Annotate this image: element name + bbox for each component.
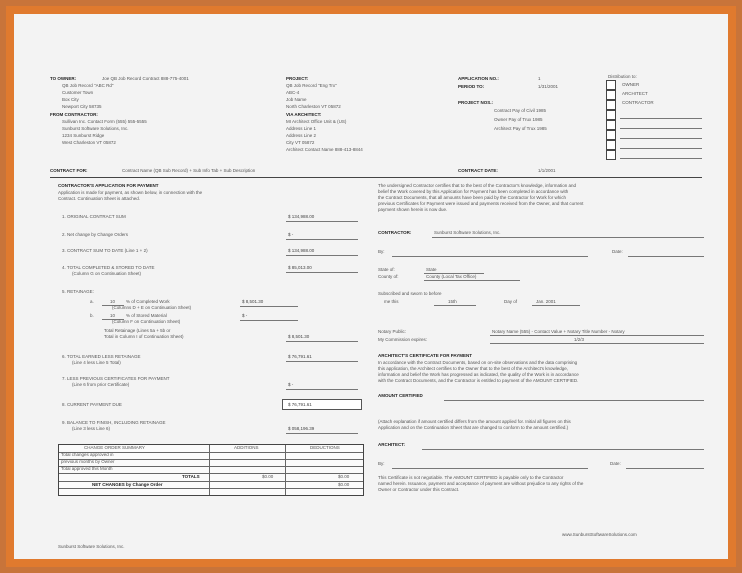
retainage-a: a. [90, 299, 94, 304]
retainage-a-pct: 10 [110, 299, 116, 304]
project-nos-label: PROJECT NOS.: [458, 100, 494, 105]
me-day-value: 15th [448, 299, 457, 304]
line-6-underline [286, 361, 358, 362]
county-value: County (Local Tax Office) [426, 274, 477, 279]
retainage-b-text: % of Stored Material [126, 313, 167, 318]
distribution-checkbox-6[interactable] [606, 130, 616, 140]
co-row-3: Total approved this Month [61, 466, 113, 471]
notary-value: Notary Name (555) - Contact Value + Notary Title Number - Notary [492, 329, 625, 334]
project-label: PROJECT: [286, 76, 309, 81]
application-title: CONTRACTOR'S APPLICATION FOR PAYMENT [58, 183, 159, 188]
architect-cert-text-4: with the Contract Documents, and the Contractor is entitled to payment of the AMOUNT CERTIFIED. [378, 378, 579, 383]
commission-value: 1/2/3 [574, 337, 585, 342]
line-6-label: 6. TOTAL EARNED LESS RETAINAGE [62, 354, 141, 359]
me-this-label: me this [384, 299, 399, 304]
retainage-b-value: $ - [242, 313, 248, 318]
line-8-value: $ 76,791.61 [288, 402, 312, 407]
certification-text-4: previous Certificates for Payment were issued and payments received from the Owner, and that current [378, 201, 584, 206]
to-owner-line-4: Box City [62, 97, 79, 102]
retainage-total-underline [286, 341, 358, 342]
co-header-summary: CHANGE ORDER SUMMARY [84, 445, 145, 450]
from-contractor-label: FROM CONTRACTOR: [50, 112, 98, 117]
distribution-checkbox-3[interactable] [606, 100, 616, 110]
month-value: Jan. 2001 [536, 299, 556, 304]
final-text-1: This Certificate is not negotiable. The AMOUNT CERTIFIED is payable only to the Contractor [378, 475, 564, 480]
certification-text-3: the Contract Documents, that all amounts have been paid by the Contractor for Work for which [378, 195, 567, 200]
line-6-value: $ 76,791.61 [288, 354, 312, 359]
line-7-underline [286, 389, 358, 390]
period-to-value: 1/31/2001 [538, 84, 559, 89]
co-totals-deductions: $0.00 [338, 474, 350, 479]
retainage-b-pct: 10 [110, 313, 116, 318]
co-net-label: NET CHANGES by Change Order [92, 482, 163, 487]
from-contractor-line-1: Sullivan Inc. Contact Form (555) 555-5555 [62, 119, 147, 124]
line-1-label: 1. ORIGINAL CONTRACT SUM [62, 214, 126, 219]
from-contractor-line-2: Sunburst Software Solutions, Inc. [62, 126, 129, 131]
line-9-sub: (Line 3 less Line 6) [72, 426, 111, 431]
line-2-label: 2. Net change by Change Orders [62, 232, 129, 237]
to-owner-label: TO OWNER: [50, 76, 77, 81]
retainage-a-value: $ 8,501.30 [242, 299, 264, 304]
architect-cert-text-1: In accordance with the Contract Documents, based on on-site observations and the data comprising [378, 360, 578, 365]
final-text-3: Owner or Contractor under this Contract. [378, 487, 460, 492]
line-9-value: $ 058,196.39 [288, 426, 315, 431]
footer-website[interactable]: www.SunburstSoftwareSolutions.com [562, 532, 637, 537]
county-line [424, 280, 520, 281]
distribution-checkbox-5[interactable] [606, 120, 616, 130]
line-3-value: $ 134,988.00 [288, 248, 315, 253]
state-value: State [426, 267, 437, 272]
contract-date-value: 1/1/2001 [538, 168, 556, 173]
contractor-label: CONTRACTOR: [378, 230, 412, 235]
commission-label: My Commission expires: [378, 337, 428, 342]
co-row-1: Total changes approved in [61, 452, 114, 457]
application-no-value: 1 [538, 76, 541, 81]
by-label: By: [378, 249, 385, 254]
distribution-checkbox-7[interactable] [606, 140, 616, 150]
header-divider [50, 177, 702, 178]
project-line-1: QB Job Record "Eng Trx" [286, 83, 337, 88]
to-owner-line-5: Newport City 58735 [62, 104, 102, 109]
footer-company: Sunburst Software Solutions, Inc. [58, 544, 125, 549]
co-totals-additions: $0.00 [262, 474, 274, 479]
line-1-underline [286, 221, 358, 222]
retainage-total-value: $ 8,501.30 [288, 334, 310, 339]
amount-certified-label: AMOUNT CERTIFIED [378, 393, 423, 398]
via-architect-label: VIA ARCHITECT: [286, 112, 322, 117]
distribution-checkbox-1[interactable] [606, 80, 616, 90]
period-to-label: PERIOD TO: [458, 84, 485, 89]
co-row-2: previous months by Owner [61, 459, 115, 464]
contract-date-label: CONTRACT DATE: [458, 168, 498, 173]
project-nos-line-3: Architect Pay of Trux 1985 [494, 126, 547, 131]
date2-line[interactable] [626, 468, 704, 469]
contract-for-value: Contract Name (QB Sub Record) + Sub Info Tab + Sub Description [122, 168, 256, 173]
subscribed-text: Subscribed and sworn to before [378, 291, 442, 296]
by2-label: By: [378, 461, 385, 466]
from-contractor-line-3: 1234 Sunburst Ridge [62, 133, 105, 138]
to-owner-line-1: Joe QB Job Record Contract 888-775-4001 [102, 76, 189, 81]
amount-note-1: (Attach explanation if amount certified differs from the amount applied for. Initial all figures on this [378, 419, 571, 424]
from-contractor-line-4: West Charleston VT 05872 [62, 140, 116, 145]
architect-cert-text-2: this application, the Architect certifies to the Owner that to the best of the Architect's knowledge, [378, 366, 568, 371]
line-4-sub: (Column G on Continuation Sheet) [72, 271, 142, 276]
line-9-underline [286, 433, 358, 434]
via-architect-line-3: Address Line 2 [286, 133, 317, 138]
contractor-value: Sunburst Software Solutions, Inc. [434, 230, 501, 235]
project-line-2: ABC-4 [286, 90, 300, 95]
notary-line [490, 335, 704, 336]
line-6-sub: (Line 4 less Line 5 Total) [72, 360, 121, 365]
architect-cert-text-3: information and belief the Work has progressed as indicated, the quality of the Work is in accordance [378, 372, 579, 377]
contract-for-label: CONTRACT FOR: [50, 168, 88, 173]
retainage-a-sub: (Columns D + E on Continuation Sheet) [112, 305, 192, 310]
retainage-b: b. [90, 313, 94, 318]
retainage-b-underline [240, 320, 298, 321]
retainage-total-label: Total Retainage (Lines 5a + 5b or [104, 328, 171, 333]
architect-cert-title: ARCHITECT'S CERTIFICATE FOR PAYMENT [378, 353, 472, 358]
application-no-label: APPLICATION NO.: [458, 76, 499, 81]
line-7-sub: (Line 6 from prior Certificate) [72, 382, 130, 387]
line-2-value: $ - [288, 232, 294, 237]
co-totals-label: TOTALS [182, 474, 200, 479]
distribution-line-7 [620, 148, 702, 149]
retainage-label: 5. RETAINAGE: [62, 289, 94, 294]
date-label: Date: [612, 249, 623, 254]
line-9-label: 9. BALANCE TO FINISH, INCLUDING RETAINAGE [62, 420, 166, 425]
application-intro-1: Application is made for payment, as shown below, in connection with the [58, 190, 203, 195]
day-of-label: Day of [504, 299, 518, 304]
retainage-total-sub: Total in Column I of Continuation Sheet) [104, 334, 184, 339]
date-line[interactable] [628, 256, 704, 257]
line-3-label: 3. CONTRACT SUM TO DATE (Line 1 + 2) [62, 248, 148, 253]
by2-signature-line[interactable] [392, 468, 588, 469]
via-architect-line-2: Address Line 1 [286, 126, 317, 131]
distribution-line-4 [620, 118, 702, 119]
retainage-b-sub: (Column F on Continuation Sheet) [112, 319, 181, 324]
project-line-3: Job Name [286, 97, 307, 102]
co-header-additions: ADDITIONS [234, 445, 259, 450]
via-architect-line-5: Architect Contact Name 888-413-8844 [286, 147, 363, 152]
project-line-4: North Charleston VT 05872 [286, 104, 341, 109]
line-3-underline [286, 255, 358, 256]
to-owner-line-2: QB Job Record "ABC Rd" [62, 83, 114, 88]
distribution-line-6 [620, 138, 702, 139]
line-7-value: $ - [288, 382, 294, 387]
retainage-a-text: % of Completed Work [126, 299, 170, 304]
contractor-line [432, 237, 704, 238]
line-4-underline [286, 272, 358, 273]
distribution-checkbox-8[interactable] [606, 150, 616, 160]
county-label: County of: [378, 274, 399, 279]
final-text-2: named herein. Issuance, payment and acceptance of payment are without prejudice to any rights of the [378, 481, 584, 486]
to-owner-line-3: Customer Town [62, 90, 94, 95]
distribution-label: Distribution to: [608, 74, 637, 79]
line-8-label: 8. CURRENT PAYMENT DUE [62, 402, 122, 407]
certification-text-1: The undersigned Contractor certifies that to the best of the Contractor's knowledge, information and [378, 183, 576, 188]
distribution-architect-label: ARCHITECT [622, 91, 648, 96]
line-4-label: 4. TOTAL COMPLETED & STORED TO DATE [62, 265, 155, 270]
line-2-underline [286, 239, 358, 240]
via-architect-line-1: MI Architect Office Unit & (US) [286, 119, 347, 124]
architect-line[interactable] [422, 449, 704, 450]
distribution-contractor-label: CONTRACTOR [622, 100, 654, 105]
retainage-a-underline [240, 306, 298, 307]
application-intro-2: Contract. Continuation Sheet is attached. [58, 196, 141, 201]
state-label: State of: [378, 267, 395, 272]
notary-label: Notary Public: [378, 329, 407, 334]
amount-note-2: Application and on the Continuation Sheet that are changed to conform to the amount certified.) [378, 425, 569, 430]
document-page [14, 14, 728, 559]
line-1-value: $ 134,988.00 [288, 214, 315, 219]
by-signature-line[interactable] [392, 256, 588, 257]
distribution-line-8 [620, 158, 702, 159]
month-line [532, 305, 580, 306]
architect-label: ARCHITECT: [378, 442, 405, 447]
line-7-label: 7. LESS PREVIOUS CERTIFICATES FOR PAYMENT [62, 376, 170, 381]
certification-text-5: payment shown herein is now due. [378, 207, 448, 212]
date2-label: Date: [610, 461, 621, 466]
co-net-value: $0.00 [338, 482, 350, 487]
certification-text-2: belief the Work covered by this Application for Payment has been completed in accordance with [378, 189, 569, 194]
distribution-line-5 [620, 128, 702, 129]
commission-line [490, 343, 704, 344]
line-4-value: $ 85,013.00 [288, 265, 312, 270]
amount-certified-line[interactable] [444, 400, 704, 401]
distribution-checkbox-4[interactable] [606, 110, 616, 120]
distribution-checkbox-2[interactable] [606, 90, 616, 100]
via-architect-line-4: City VT 05872 [286, 140, 315, 145]
me-day-line [434, 305, 476, 306]
co-header-deductions: DEDUCTIONS [310, 445, 340, 450]
project-nos-line-1: Contract Pay of Civil 1985 [494, 108, 547, 113]
distribution-owner-label: OWNER [622, 82, 640, 87]
project-nos-line-2: Owner Pay of Trux 1985 [494, 117, 543, 122]
